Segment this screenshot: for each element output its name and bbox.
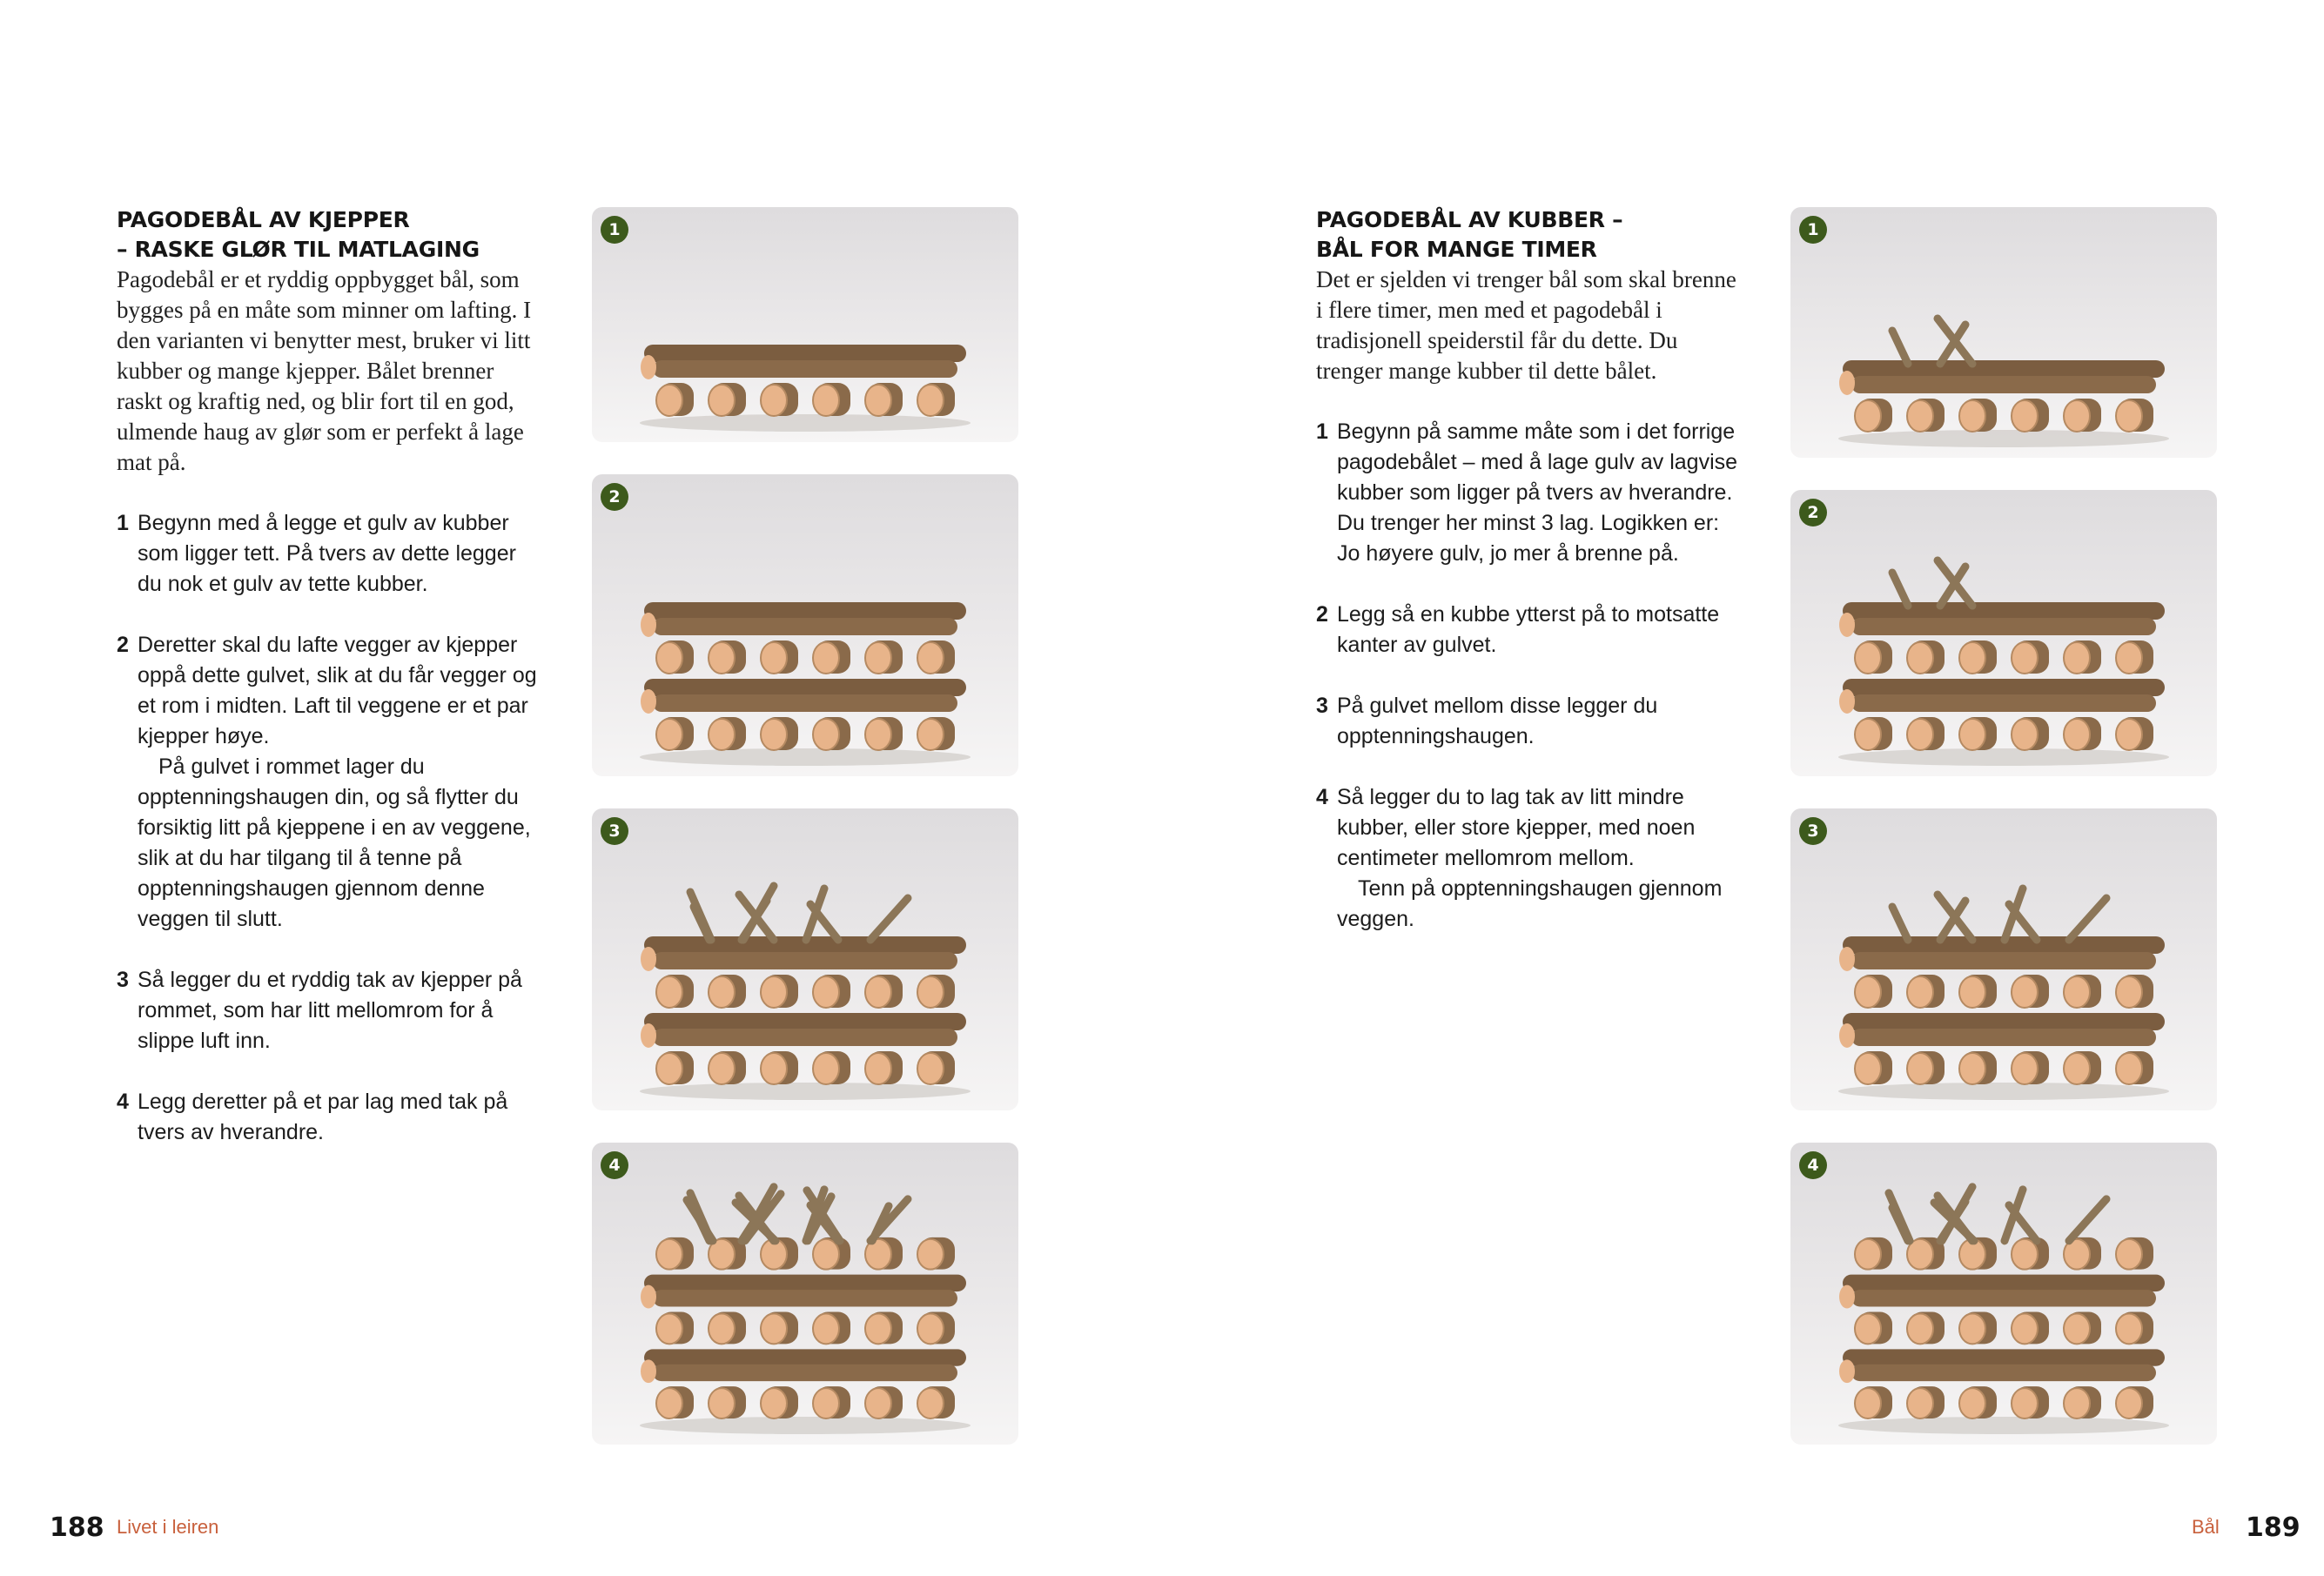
left-heading bbox=[117, 205, 543, 265]
log-end bbox=[2064, 1053, 2090, 1084]
log-end bbox=[2012, 719, 2038, 750]
step-badge: 3 bbox=[601, 817, 628, 845]
log-end bbox=[1839, 1285, 1855, 1309]
right-step-4 bbox=[1316, 782, 1743, 935]
log-end bbox=[761, 385, 787, 416]
cross-log bbox=[653, 618, 957, 635]
left-photo-4 bbox=[592, 1143, 1018, 1445]
cross-log bbox=[653, 1290, 957, 1306]
left-photo-3 bbox=[592, 808, 1018, 1110]
log-end bbox=[1855, 1388, 1881, 1418]
woodpile-illustration bbox=[1790, 1143, 2217, 1445]
log-end bbox=[1839, 947, 1855, 971]
stick bbox=[690, 892, 711, 940]
right-heading bbox=[1316, 205, 1743, 265]
cross-log bbox=[1843, 679, 2165, 696]
log-end bbox=[1907, 719, 1933, 750]
left-intro: Pagodebål er et ryddig oppbygget bål, som bygges på en måte som minner om lafting. I den varianten vi benytter mest, bruker vi litt kubber og mange kjepper. Bålet brenner raskt og kraftig ned, og blir fort til en god, ulmende haug av glør som er perfekt å lage mat på. bbox=[117, 266, 532, 475]
log-end bbox=[761, 1388, 787, 1418]
log-end bbox=[709, 976, 735, 1008]
cross-log bbox=[644, 1013, 966, 1030]
step-text-continued: På gulvet i rommet lager du opptenningshaugen din, og så flytter du forsiktig litt på kjeppene i en av veggene, slik at du har tilgang til å tenne på opptenningshaugen gjennom denne veggen til slutt. bbox=[138, 754, 531, 931]
log-end bbox=[656, 719, 682, 750]
step-number: 2 bbox=[1316, 602, 1328, 627]
step-badge: 1 bbox=[1799, 216, 1827, 244]
log-end bbox=[813, 719, 839, 750]
cross-log bbox=[644, 602, 966, 620]
woodpile-illustration bbox=[592, 808, 1018, 1110]
log-end bbox=[917, 385, 944, 416]
log-end bbox=[813, 1239, 839, 1270]
log-end bbox=[917, 1388, 944, 1418]
step-badge: 1 bbox=[601, 216, 628, 244]
shadow bbox=[640, 414, 971, 432]
log-end bbox=[813, 1388, 839, 1418]
step-number: 1 bbox=[1316, 419, 1328, 444]
log-end bbox=[656, 1053, 682, 1084]
log-end bbox=[2116, 1314, 2142, 1345]
log-end bbox=[2012, 1053, 2038, 1084]
step-badge: 4 bbox=[601, 1151, 628, 1179]
log-end bbox=[761, 642, 787, 674]
step-number: 3 bbox=[117, 968, 129, 992]
log-end bbox=[709, 385, 735, 416]
stick bbox=[1889, 1193, 1910, 1241]
left-photo-1 bbox=[592, 207, 1018, 442]
step-text-continued: Tenn på opptenningshaugen gjennom veggen. bbox=[1337, 876, 1723, 931]
cross-log bbox=[1851, 952, 2156, 969]
log-end bbox=[2064, 1388, 2090, 1418]
log-end bbox=[2012, 1388, 2038, 1418]
shadow bbox=[1838, 1417, 2169, 1434]
stick bbox=[1892, 907, 1908, 940]
log-end bbox=[1839, 689, 1855, 714]
step-text: Så legger du to lag tak av litt mindre kubber, eller store kjepper, med noen centimeter mellomrom mellom. bbox=[1337, 785, 1696, 870]
step-badge: 2 bbox=[1799, 499, 1827, 526]
right-heading-line-2: BÅL FOR MANGE TIMER bbox=[1316, 237, 1597, 262]
log-end bbox=[2012, 1314, 2038, 1345]
log-end bbox=[1907, 1314, 1933, 1345]
log-end bbox=[2116, 400, 2142, 432]
log-end bbox=[1839, 613, 1855, 637]
cross-log bbox=[644, 679, 966, 696]
left-heading-line-1: PAGODEBÅL AV KJEPPER bbox=[117, 207, 410, 232]
log-end bbox=[917, 719, 944, 750]
left-photo-2 bbox=[592, 474, 1018, 776]
log-end bbox=[656, 1388, 682, 1418]
cross-log bbox=[1843, 1275, 2165, 1291]
stick bbox=[2069, 1199, 2106, 1241]
log-end bbox=[2012, 642, 2038, 674]
log-end bbox=[2116, 719, 2142, 750]
log-end bbox=[656, 385, 682, 416]
log-end bbox=[2064, 719, 2090, 750]
log-end bbox=[2064, 976, 2090, 1008]
log-end bbox=[709, 719, 735, 750]
log-end bbox=[641, 947, 656, 971]
cross-log bbox=[653, 694, 957, 712]
left-section-label: Livet i leiren bbox=[117, 1516, 219, 1538]
woodpile-illustration bbox=[592, 474, 1018, 776]
cross-log bbox=[1843, 602, 2165, 620]
cross-log bbox=[1851, 1029, 2156, 1046]
woodpile-illustration bbox=[1790, 490, 2217, 776]
cross-log bbox=[653, 1365, 957, 1381]
log-end bbox=[813, 1314, 839, 1345]
left-step-2 bbox=[117, 630, 543, 935]
log-end bbox=[1959, 1053, 1985, 1084]
log-end bbox=[1907, 642, 1933, 674]
right-heading-line-1: PAGODEBÅL AV KUBBER – bbox=[1316, 207, 1623, 232]
log-end bbox=[761, 1053, 787, 1084]
log-end bbox=[1839, 371, 1855, 395]
log-end bbox=[865, 642, 891, 674]
log-end bbox=[917, 976, 944, 1008]
log-end bbox=[656, 1239, 682, 1270]
log-end bbox=[1855, 976, 1881, 1008]
shadow bbox=[640, 748, 971, 766]
step-number: 4 bbox=[117, 1090, 129, 1114]
log-end bbox=[865, 719, 891, 750]
right-photo-3 bbox=[1790, 808, 2217, 1110]
shadow bbox=[640, 1083, 971, 1100]
woodpile-illustration bbox=[1790, 808, 2217, 1110]
log-end bbox=[2064, 1314, 2090, 1345]
log-end bbox=[641, 1285, 656, 1309]
log-end bbox=[813, 385, 839, 416]
log-end bbox=[641, 613, 656, 637]
step-text: Legg så en kubbe ytterst på to motsatte kanter av gulvet. bbox=[1337, 602, 1720, 657]
log-end bbox=[709, 642, 735, 674]
log-end bbox=[1907, 976, 1933, 1008]
log-end bbox=[865, 1314, 891, 1345]
log-end bbox=[813, 642, 839, 674]
log-end bbox=[2116, 976, 2142, 1008]
step-number: 3 bbox=[1316, 694, 1328, 718]
log-end bbox=[2064, 642, 2090, 674]
cross-log bbox=[653, 360, 957, 378]
step-badge: 2 bbox=[601, 483, 628, 511]
shadow bbox=[1838, 1083, 2169, 1100]
log-end bbox=[656, 976, 682, 1008]
log-end bbox=[641, 689, 656, 714]
left-page-number: 188 bbox=[50, 1512, 104, 1543]
log-end bbox=[2116, 1239, 2142, 1270]
log-end bbox=[2116, 1388, 2142, 1418]
log-end bbox=[656, 642, 682, 674]
left-heading-line-2: – RASKE GLØR TIL MATLAGING bbox=[117, 237, 480, 262]
step-text: Begynn med å legge et gulv av kubber som ligger tett. På tvers av dette legger du nok et gulv av tette kubber. bbox=[138, 511, 516, 596]
right-photo-1 bbox=[1790, 207, 2217, 458]
log-end bbox=[641, 355, 656, 379]
log-end bbox=[1959, 976, 1985, 1008]
log-end bbox=[917, 1314, 944, 1345]
log-end bbox=[2064, 400, 2090, 432]
right-step-2 bbox=[1316, 600, 1743, 661]
log-end bbox=[865, 1053, 891, 1084]
step-badge: 3 bbox=[1799, 817, 1827, 845]
log-end bbox=[1855, 1053, 1881, 1084]
log-end bbox=[1839, 1023, 1855, 1048]
log-end bbox=[1959, 1314, 1985, 1345]
right-step-3 bbox=[1316, 691, 1743, 752]
step-badge: 4 bbox=[1799, 1151, 1827, 1179]
log-end bbox=[709, 1388, 735, 1418]
step-text: Så legger du et ryddig tak av kjepper på rommet, som har litt mellomrom for å slippe luft inn. bbox=[138, 968, 522, 1053]
step-text: Legg deretter på et par lag med tak på tvers av hverandre. bbox=[138, 1090, 508, 1144]
right-photo-4 bbox=[1790, 1143, 2217, 1445]
log-end bbox=[865, 976, 891, 1008]
left-text-column bbox=[117, 205, 543, 1178]
log-end bbox=[1855, 719, 1881, 750]
woodpile-illustration bbox=[592, 1143, 1018, 1445]
log-end bbox=[917, 1239, 944, 1270]
log-end bbox=[1959, 719, 1985, 750]
step-number: 4 bbox=[1316, 785, 1328, 809]
cross-log bbox=[1851, 694, 2156, 712]
log-end bbox=[761, 719, 787, 750]
log-end bbox=[1959, 400, 1985, 432]
right-photo-2 bbox=[1790, 490, 2217, 776]
log-end bbox=[2116, 642, 2142, 674]
cross-log bbox=[1851, 618, 2156, 635]
cross-log bbox=[1843, 360, 2165, 378]
cross-log bbox=[1843, 1349, 2165, 1365]
log-end bbox=[1855, 1239, 1881, 1270]
shadow bbox=[1838, 430, 2169, 447]
left-step-4 bbox=[117, 1087, 543, 1148]
right-page-number: 189 bbox=[2246, 1512, 2300, 1543]
shadow bbox=[1838, 748, 2169, 766]
cross-log bbox=[644, 1275, 966, 1291]
log-end bbox=[761, 1314, 787, 1345]
cross-log bbox=[653, 952, 957, 969]
woodpile-illustration bbox=[1790, 207, 2217, 458]
step-number: 1 bbox=[117, 511, 129, 535]
stick bbox=[2069, 898, 2106, 940]
log-end bbox=[761, 976, 787, 1008]
cross-log bbox=[644, 345, 966, 362]
right-intro: Det er sjelden vi trenger bål som skal brenne i flere timer, men med et pagodebål i tradisjonell speiderstil får du dette. Du trenger mange kubber til dette bålet. bbox=[1316, 266, 1736, 384]
log-end bbox=[641, 1023, 656, 1048]
woodpile-illustration bbox=[592, 207, 1018, 442]
cross-log bbox=[1851, 1290, 2156, 1306]
cross-log bbox=[644, 1349, 966, 1365]
stick bbox=[1892, 573, 1908, 606]
step-number: 2 bbox=[117, 633, 129, 657]
log-end bbox=[2116, 1053, 2142, 1084]
cross-log bbox=[1843, 1013, 2165, 1030]
cross-log bbox=[1851, 1365, 2156, 1381]
cross-log bbox=[653, 1029, 957, 1046]
cross-log bbox=[1851, 376, 2156, 393]
log-end bbox=[1959, 642, 1985, 674]
right-step-1 bbox=[1316, 417, 1743, 569]
stick bbox=[870, 898, 908, 940]
log-end bbox=[1907, 400, 1933, 432]
log-end bbox=[2012, 400, 2038, 432]
log-end bbox=[1855, 400, 1881, 432]
left-step-3 bbox=[117, 965, 543, 1056]
log-end bbox=[865, 385, 891, 416]
log-end bbox=[1855, 1314, 1881, 1345]
log-end bbox=[813, 976, 839, 1008]
log-end bbox=[641, 1359, 656, 1383]
log-end bbox=[1839, 1359, 1855, 1383]
log-end bbox=[917, 1053, 944, 1084]
log-end bbox=[1855, 642, 1881, 674]
log-end bbox=[709, 1314, 735, 1345]
right-text-column bbox=[1316, 205, 1743, 965]
log-end bbox=[917, 642, 944, 674]
log-end bbox=[1907, 1388, 1933, 1418]
log-end bbox=[2012, 1239, 2038, 1270]
log-end bbox=[813, 1053, 839, 1084]
shadow bbox=[640, 1417, 971, 1434]
log-end bbox=[865, 1388, 891, 1418]
left-step-1 bbox=[117, 508, 543, 600]
step-text: På gulvet mellom disse legger du opptenningshaugen. bbox=[1337, 694, 1658, 748]
step-text: Deretter skal du lafte vegger av kjepper oppå dette gulvet, slik at du får vegger og et rom i midten. Laft til veggene er et par kjepper høye. bbox=[138, 633, 537, 748]
log-end bbox=[709, 1053, 735, 1084]
right-section-label: Bål bbox=[2192, 1516, 2220, 1538]
log-end bbox=[2012, 976, 2038, 1008]
log-end bbox=[1907, 1053, 1933, 1084]
log-end bbox=[1959, 1388, 1985, 1418]
log-end bbox=[656, 1314, 682, 1345]
stick bbox=[1892, 331, 1908, 364]
step-text: Begynn på samme måte som i det forrige pagodebålet – med å lage gulv av lagvise kubber som ligger på tvers av hverandre. Du trenger her minst 3 lag. Logikken er: Jo høyere gulv, jo mer å brenne på. bbox=[1337, 419, 1738, 566]
